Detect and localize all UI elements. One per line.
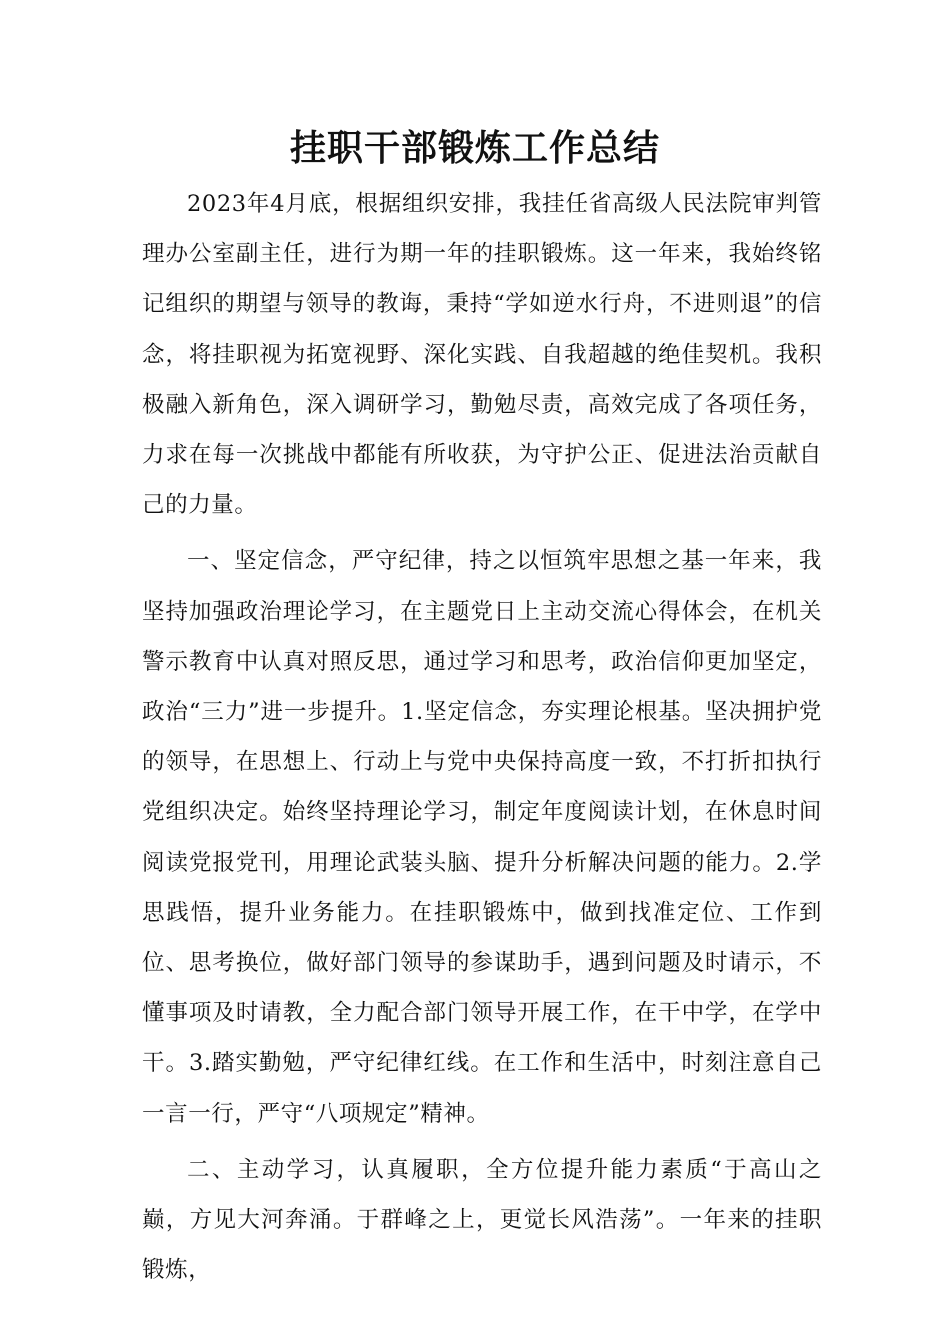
document-body [142,179,822,1295]
paragraph-section-one: 一、坚定信念，严守纪律，持之以恒筑牢思想之基一年来，我坚持加强政治理论学习，在主题党日上主动交流心得体会，在机关警示教育中认真对照反思，通过学习和思考，政治信仰更加坚定，政治“三力”进一步提升。1.坚定信念，夯实理论根基。坚决拥护党的领导，在思想上、行动上与党中央保持高度一致，不打折扣执行党组织决定。始终坚持理论学习，制定年度阅读计划，在休息时间阅读党报党刊，用理论武装头脑、提升分析解决问题的能力。2.学思践悟，提升业务能力。在挂职锻炼中，做到找准定位、工作到位、思考换位，做好部门领导的参谋助手，遇到问题及时请示，不懂事项及时请教，全力配合部门领导开展工作，在干中学，在学中干。3.踏实勤勉，严守纪律红线。在工作和生活中，时刻注意自己一言一行，严守“八项规定”精神。 [142,548,822,1127]
paragraph-intro: 2023年4月底，根据组织安排，我挂任省高级人民法院审判管理办公室副主任，进行为期一年的挂职锻炼。这一年来，我始终铭记组织的期望与领导的教诲，秉持“学如逆水行舟，不进则退”的信念，将挂职视为拓宽视野、深化实践、自我超越的绝佳契机。我积极融入新角色，深入调研学习，勤勉尽责，高效完成了各项任务，力求在每一次挑战中都能有所收获，为守护公正、促进法治贡献自己的力量。 [142,191,822,519]
document-title: 挂职干部锻炼工作总结 [289,127,660,169]
paragraph-section-two: 二、主动学习，认真履职，全方位提升能力素质“于高山之巅，方见大河奔涌。于群峰之上，更觉长风浩荡”。一年来的挂职锻炼， [142,1156,822,1284]
